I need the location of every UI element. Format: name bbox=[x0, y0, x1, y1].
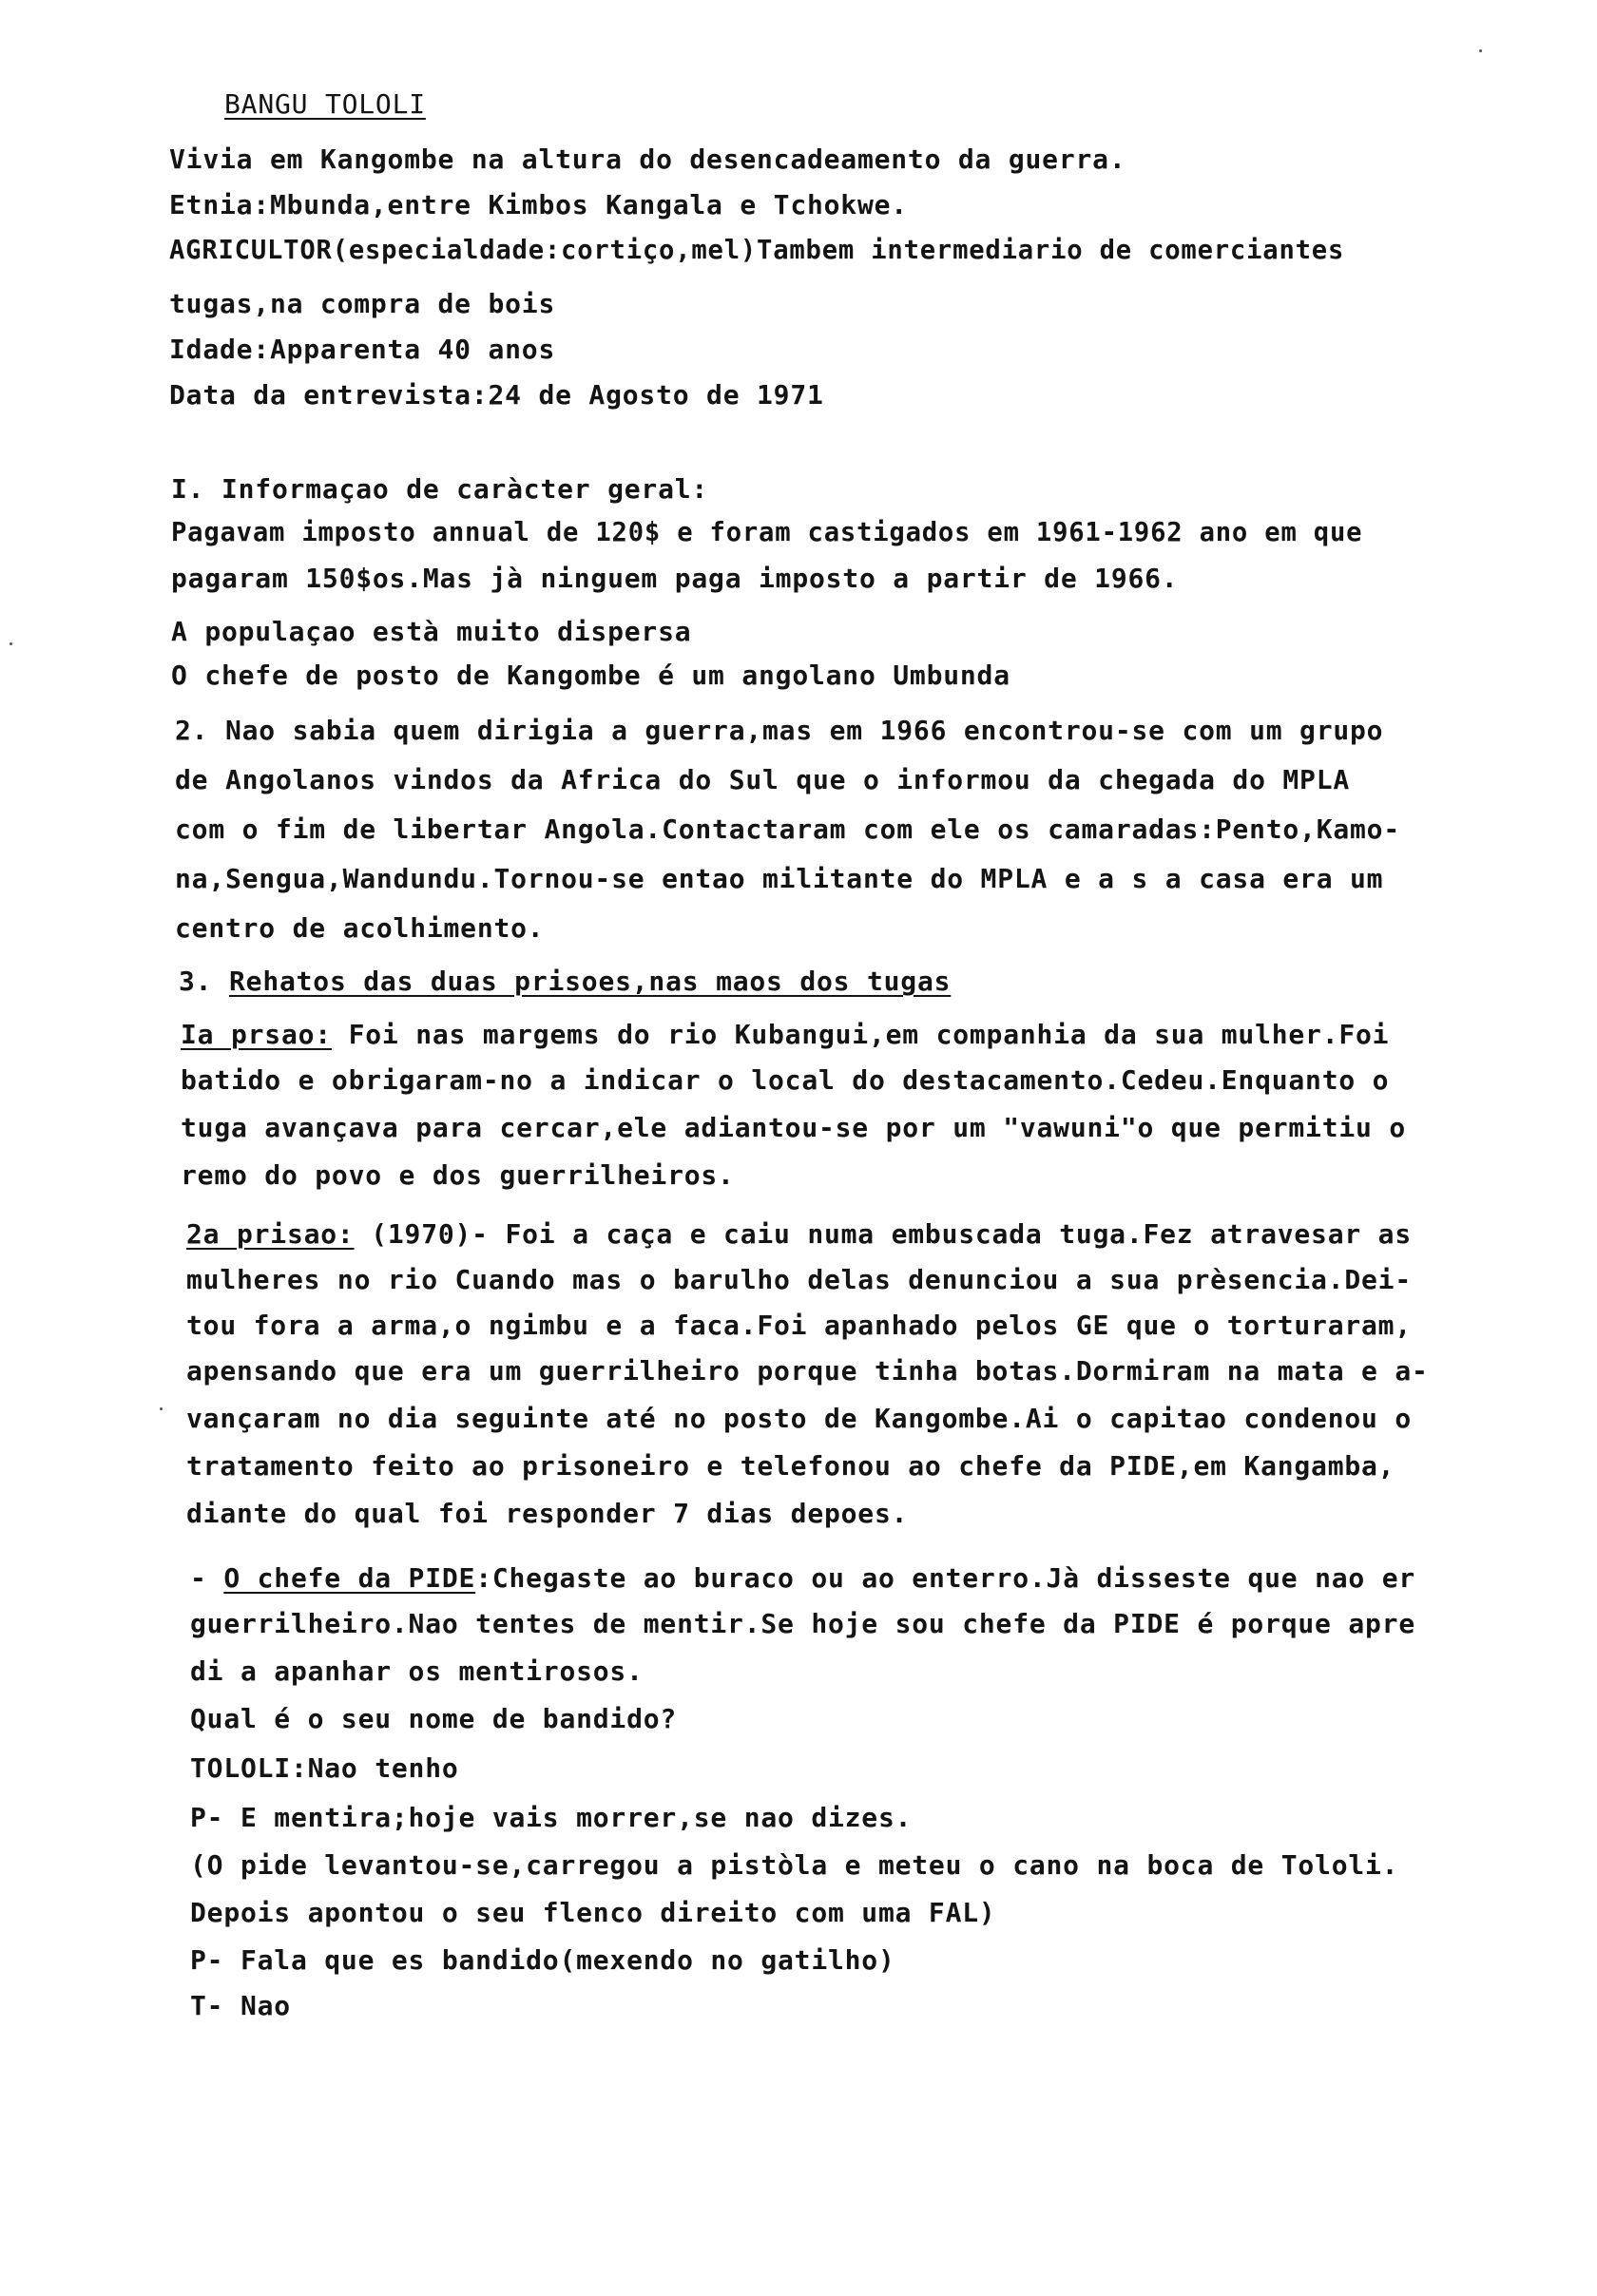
section-2-line: com o fim de libertar Angola.Contactaram com ele os camaradas:Pento,Kamo- bbox=[175, 813, 1400, 845]
dialogue-line: T- Nao bbox=[190, 1990, 291, 2021]
dialogue-line: Depois apontou o seu flenco direito com uma FAL) bbox=[190, 1897, 996, 1928]
dialogue-text: :Chegaste ao buraco ou ao enterro.Jà disseste que nao er bbox=[475, 1562, 1416, 1594]
second-arrest-line: apensando que era um guerrilheiro porque tinha botas.Dormiram na mata e a- bbox=[186, 1355, 1429, 1387]
dialogue-line: Qual é o seu nome de bandido? bbox=[190, 1703, 678, 1734]
dialogue-line: di a apanhar os mentirosos. bbox=[190, 1655, 644, 1687]
scan-speck bbox=[10, 642, 12, 645]
first-arrest-line: remo do povo e dos guerrilheiros. bbox=[181, 1159, 735, 1191]
section-2-line: 2. Nao sabia quem dirigia a guerra,mas em 1966 encontrou-se com um grupo bbox=[175, 715, 1384, 746]
dialogue-line: TOLOLI:Nao tenho bbox=[190, 1752, 459, 1784]
dialogue-line: guerrilheiro.Nao tentes de mentir.Se hoje sou chefe da PIDE é porque apre bbox=[190, 1608, 1415, 1639]
second-arrest-line: vançaram no dia seguinte até no posto de Kangombe.Ai o capitao condenou o bbox=[186, 1403, 1412, 1434]
section-1-line: pagaram 150$os.Mas jà ninguem paga imposto a partir de 1966. bbox=[171, 563, 1179, 594]
header-line: tugas,na compra de bois bbox=[169, 288, 556, 319]
first-arrest-label: Ia prsao: bbox=[181, 1019, 332, 1050]
first-arrest-line bbox=[181, 1018, 1389, 1052]
dialogue-line: P- Fala que es bandido(mexendo no gatilho) bbox=[190, 1944, 895, 1976]
scan-speck bbox=[160, 1407, 163, 1410]
dialogue-line bbox=[190, 1561, 1415, 1596]
scan-speck bbox=[1479, 49, 1482, 52]
second-arrest-line: diante do qual foi responder 7 dias depoes. bbox=[186, 1498, 909, 1529]
section-1-heading: I. Informaçao de caràcter geral: bbox=[171, 473, 709, 505]
document-title: BANGU TOLOLI bbox=[224, 88, 426, 120]
section-3-heading: Rehatos das duas prisoes,nas maos dos tugas bbox=[229, 966, 952, 997]
dialogue-line: P- E mentira;hoje vais morrer,se nao dizes. bbox=[190, 1802, 913, 1833]
second-arrest-text: (1970)- Foi a caça e caiu numa embuscada tuga.Fez atravesar as bbox=[354, 1218, 1412, 1250]
header-line: Idade:Apparenta 40 anos bbox=[169, 334, 556, 365]
header-line: Vivia em Kangombe na altura do desencadeamento da guerra. bbox=[169, 144, 1126, 175]
section-2-line: centro de acolhimento. bbox=[175, 912, 545, 944]
section-3-heading-line bbox=[179, 965, 951, 999]
section-2-line: de Angolanos vindos da Africa do Sul que o informou da chegada do MPLA bbox=[175, 764, 1351, 795]
second-arrest-line: tratamento feito ao prisoneiro e telefonou ao chefe da PIDE,em Kangamba, bbox=[186, 1450, 1395, 1482]
second-arrest-line: tou fora a arma,o ngimbu e a faca.Foi apanhado pelos GE que o torturaram, bbox=[186, 1310, 1412, 1341]
section-1-line: O chefe de posto de Kangombe é um angolano Umbunda bbox=[171, 660, 1010, 691]
header-line: Data da entrevista:24 de Agosto de 1971 bbox=[169, 379, 824, 411]
dialogue-dash: - bbox=[190, 1562, 224, 1594]
second-arrest-line bbox=[186, 1217, 1412, 1252]
first-arrest-line: tuga avançava para cercar,ele adiantou-se por um "vawuni"o que permitiu o bbox=[181, 1112, 1406, 1143]
section-1-line: A populaçao està muito dispersa bbox=[171, 616, 692, 647]
first-arrest-line: batido e obrigaram-no a indicar o local do destacamento.Cedeu.Enquanto o bbox=[181, 1064, 1390, 1096]
section-2-line: na,Sengua,Wandundu.Tornou-se entao militante do MPLA e a s a casa era um bbox=[175, 863, 1384, 894]
header-line: AGRICULTOR(especialdade:cortiço,mel)Tambem intermediario de comerciantes bbox=[169, 236, 1345, 265]
section-1-line: Pagavam imposto annual de 120$ e foram castigados em 1961-1962 ano em que bbox=[171, 518, 1363, 547]
header-line: Etnia:Mbunda,entre Kimbos Kangala e Tchokwe. bbox=[169, 189, 908, 220]
second-arrest-line: mulheres no rio Cuando mas o barulho delas denunciou a sua prèsencia.Dei- bbox=[186, 1264, 1412, 1295]
first-arrest-text: Foi nas margems do rio Kubangui,em companhia da sua mulher.Foi bbox=[331, 1019, 1390, 1050]
second-arrest-label: 2a prisao: bbox=[186, 1218, 355, 1250]
dialogue-line: (O pide levantou-se,carregou a pistòla e meteu o cano na boca de Tololi. bbox=[190, 1849, 1399, 1881]
dialogue-speaker: O chefe da PIDE bbox=[223, 1562, 476, 1594]
section-3-number: 3. bbox=[179, 966, 213, 997]
